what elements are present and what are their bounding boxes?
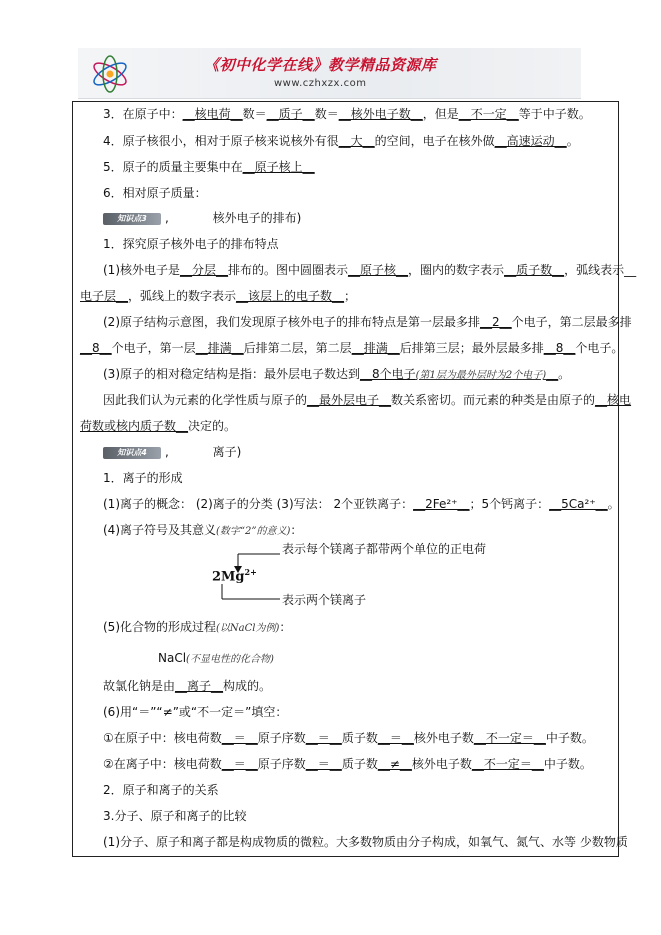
text-line: 因此我们认为元素的化学性质与原子的__最外层电子__数关系密切。而元素的种类是由原子的__核电 <box>103 393 632 407</box>
molecule-logo-icon <box>88 54 132 94</box>
ion-symbol-diagram <box>212 540 512 612</box>
diagram-label-count: 表示两个镁离子 <box>282 593 367 607</box>
banner-url: www.czhxzx.com <box>274 78 367 89</box>
header-banner <box>78 48 581 99</box>
text-line: (3)原子的相对稳定结构是指：最外层电子数达到__8个电子(第1层为最外层时为2个电子)__。 <box>103 367 571 381</box>
text-line: (1)分子、原子和离子都是构成物质的微粒。大多数物质由分子构成，如氧气、氮气、水等 少数物质 <box>103 835 628 849</box>
banner-title: 《初中化学在线》教学精品资源库 <box>204 56 437 74</box>
text-line: ①在原子中：核电荷数__＝__原子序数__＝__质子数__＝__核外电子数__不一定＝__中子数。 <box>103 731 594 745</box>
text-line: 6．相对原子质量： <box>103 186 207 200</box>
nacl-label: NaCl(不显电性的化合物) <box>158 651 274 665</box>
text-line: (6)用“＝”“≠”或“不一定＝”填空： <box>103 705 288 719</box>
text-line: (1)离子的概念： (2)离子的分类 (3)写法： 2个亚铁离子：__2Fe²⁺__；5个钙离子：__5Ca²⁺__。 <box>103 497 620 511</box>
text-line: (2)原子结构示意图，我们发现原子核外电子的排布特点是第一层最多排__2__个电子，第二层最多排 <box>103 315 632 329</box>
knowledge-point-badge: 知识点3 <box>103 213 161 225</box>
text-line: ②在离子中：核电荷数__＝__原子序数__＝__质子数__≠__核外电子数__不一定＝__中子数。 <box>103 757 592 771</box>
section-heading-k4: 知识点4 , 离子) <box>103 444 241 460</box>
text-line: 4．原子核很小，相对于原子核来说核外有很__大__的空间，电子在核外做__高速运动__。 <box>103 134 579 148</box>
section-heading-k3: 知识点3 , 核外电子的排布) <box>103 210 301 226</box>
text-line: 5．原子的质量主要集中在__原子核上__ <box>103 160 315 174</box>
text-line: 荷数或核内质子数__决定的。 <box>80 419 237 433</box>
text-line: 1．离子的形成 <box>103 471 183 485</box>
text-line: __8__个电子，第一层__排满__后排第二层，第二层__排满__后排第三层；最外层最多排__8__个电子。 <box>80 341 624 355</box>
text-line: (4)离子符号及其意义(数字“2”的意义)： <box>103 523 303 537</box>
text-line: 电子层__，弧线上的数字表示__该层上的电子数__； <box>80 289 357 303</box>
knowledge-point-badge: 知识点4 <box>103 447 161 459</box>
text-line: (1)核外电子是__分层__排布的。图中圆圈表示__原子核__，圈内的数字表示__质子数__，弧线表示__ <box>103 263 637 277</box>
diagram-label-charge: 表示每个镁离子都带两个单位的正电荷 <box>282 542 487 556</box>
text-line: 1．探究原子核外电子的排布特点 <box>103 237 279 251</box>
ion-formula: $2Mg^{2+}$ <box>212 567 257 585</box>
text-line: 3．在原子中：__核电荷__数＝__质子__数＝__核外电子数__，但是__不一定__等于中子数。 <box>103 107 591 121</box>
text-line: 故氯化钠是由__离子__构成的。 <box>103 679 272 693</box>
text-line: 3.分子、原子和离子的比较 <box>103 809 247 823</box>
text-line: 2．原子和离子的关系 <box>103 783 219 797</box>
text-line: (5)化合物的形成过程(以NaCl为例)： <box>103 620 292 634</box>
